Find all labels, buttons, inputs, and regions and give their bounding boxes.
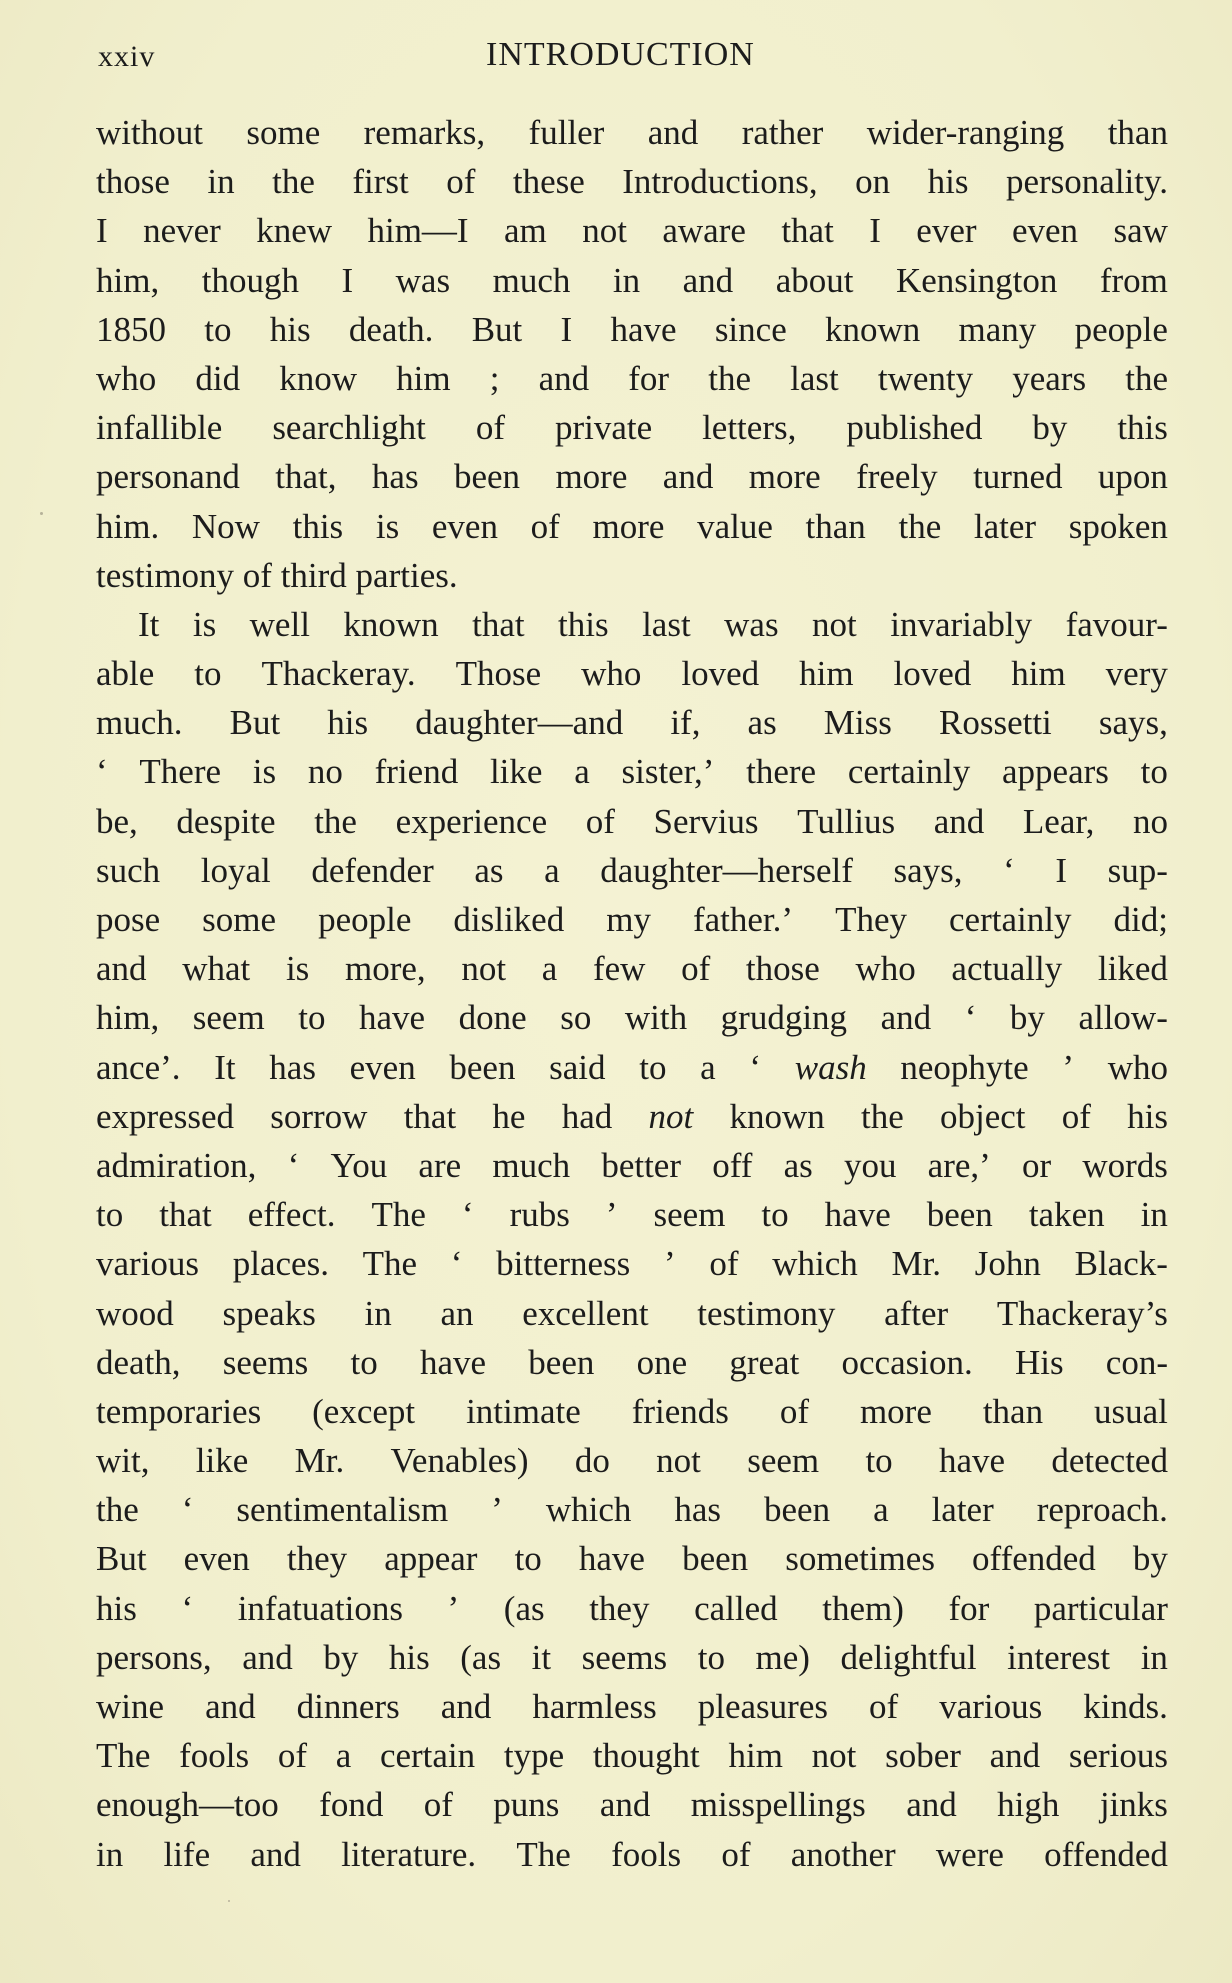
text-line: persons, and by his (as it seems to me) delightful interest in: [96, 1637, 1168, 1677]
page-number: xxiv: [98, 40, 156, 73]
text-line: him, seem to have done so with grudging and ‘ by allow-: [96, 998, 1168, 1038]
body-text: [96, 108, 1168, 1879]
text-line: expressed sorrow that he had not known the object of his: [96, 1096, 1168, 1136]
text-line: But even they appear to have been sometimes offended by: [96, 1539, 1168, 1579]
text-line: admiration, ‘ You are much better off as you are,’ or words: [96, 1145, 1168, 1185]
text-line: in life and literature. The fools of another were offended: [96, 1834, 1168, 1874]
text-line: infallible searchlight of private letters, published by this: [96, 408, 1168, 448]
text-line: various places. The ‘ bitterness ’ of which Mr. John Black-: [96, 1244, 1168, 1284]
text-line: the ‘ sentimentalism ’ which has been a later reproach.: [96, 1490, 1168, 1530]
text-line: temporaries (except intimate friends of more than usual: [96, 1391, 1168, 1431]
text-line: to that effect. The ‘ rubs ’ seem to have been taken in: [96, 1195, 1168, 1235]
text-line: personand that, has been more and more freely turned upon: [96, 457, 1168, 497]
text-line: without some remarks, fuller and rather wider-ranging than: [96, 113, 1168, 152]
text-line: wine and dinners and harmless pleasures of various kinds.: [96, 1687, 1168, 1726]
running-title: INTRODUCTION: [486, 36, 755, 73]
text-line: testimony of third parties.: [96, 555, 458, 595]
text-line: enough—too fond of puns and misspellings and high jinks: [96, 1785, 1168, 1825]
text-line: able to Thackeray. Those who loved him loved him very: [96, 654, 1168, 694]
text-line: such loyal defender as a daughter—herself says, ‘ I sup-: [96, 850, 1168, 890]
text-line: and what is more, not a few of those who actually liked: [96, 949, 1168, 989]
text-line: It is well known that this last was not invariably favour-: [138, 604, 1168, 644]
text-line: his ‘ infatuations ’ (as they called them) for particular: [96, 1588, 1168, 1628]
text-line: I never knew him—I am not aware that I ever even saw: [96, 211, 1168, 251]
text-line: ‘ There is no friend like a sister,’ there certainly appears to: [96, 752, 1168, 792]
text-line: pose some people disliked my father.’ They certainly did;: [96, 900, 1168, 939]
paper-speck: [40, 512, 43, 515]
paper-speck: [228, 1900, 230, 1902]
text-line: be, despite the experience of Servius Tullius and Lear, no: [96, 801, 1168, 841]
text-line: who did know him ; and for the last twenty years the: [96, 358, 1168, 398]
text-line: much. But his daughter—and if, as Miss Rossetti says,: [96, 703, 1168, 743]
text-line: The fools of a certain type thought him not sober and serious: [96, 1736, 1168, 1776]
text-line: him, though I was much in and about Kensington from: [96, 260, 1168, 300]
text-line: wood speaks in an excellent testimony after Thackeray’s: [96, 1293, 1168, 1333]
text-line: death, seems to have been one great occasion. His con-: [96, 1342, 1168, 1382]
text-line: ance’. It has even been said to a ‘ wash neophyte ’ who: [96, 1047, 1168, 1087]
text-line: those in the first of these Introductions, on his personality.: [96, 162, 1168, 202]
text-line: him. Now this is even of more value than the later spoken: [96, 506, 1168, 546]
text-line: 1850 to his death. But I have since known many people: [96, 309, 1168, 349]
text-line: wit, like Mr. Venables) do not seem to have detected: [96, 1441, 1168, 1481]
running-head: [98, 36, 1168, 80]
